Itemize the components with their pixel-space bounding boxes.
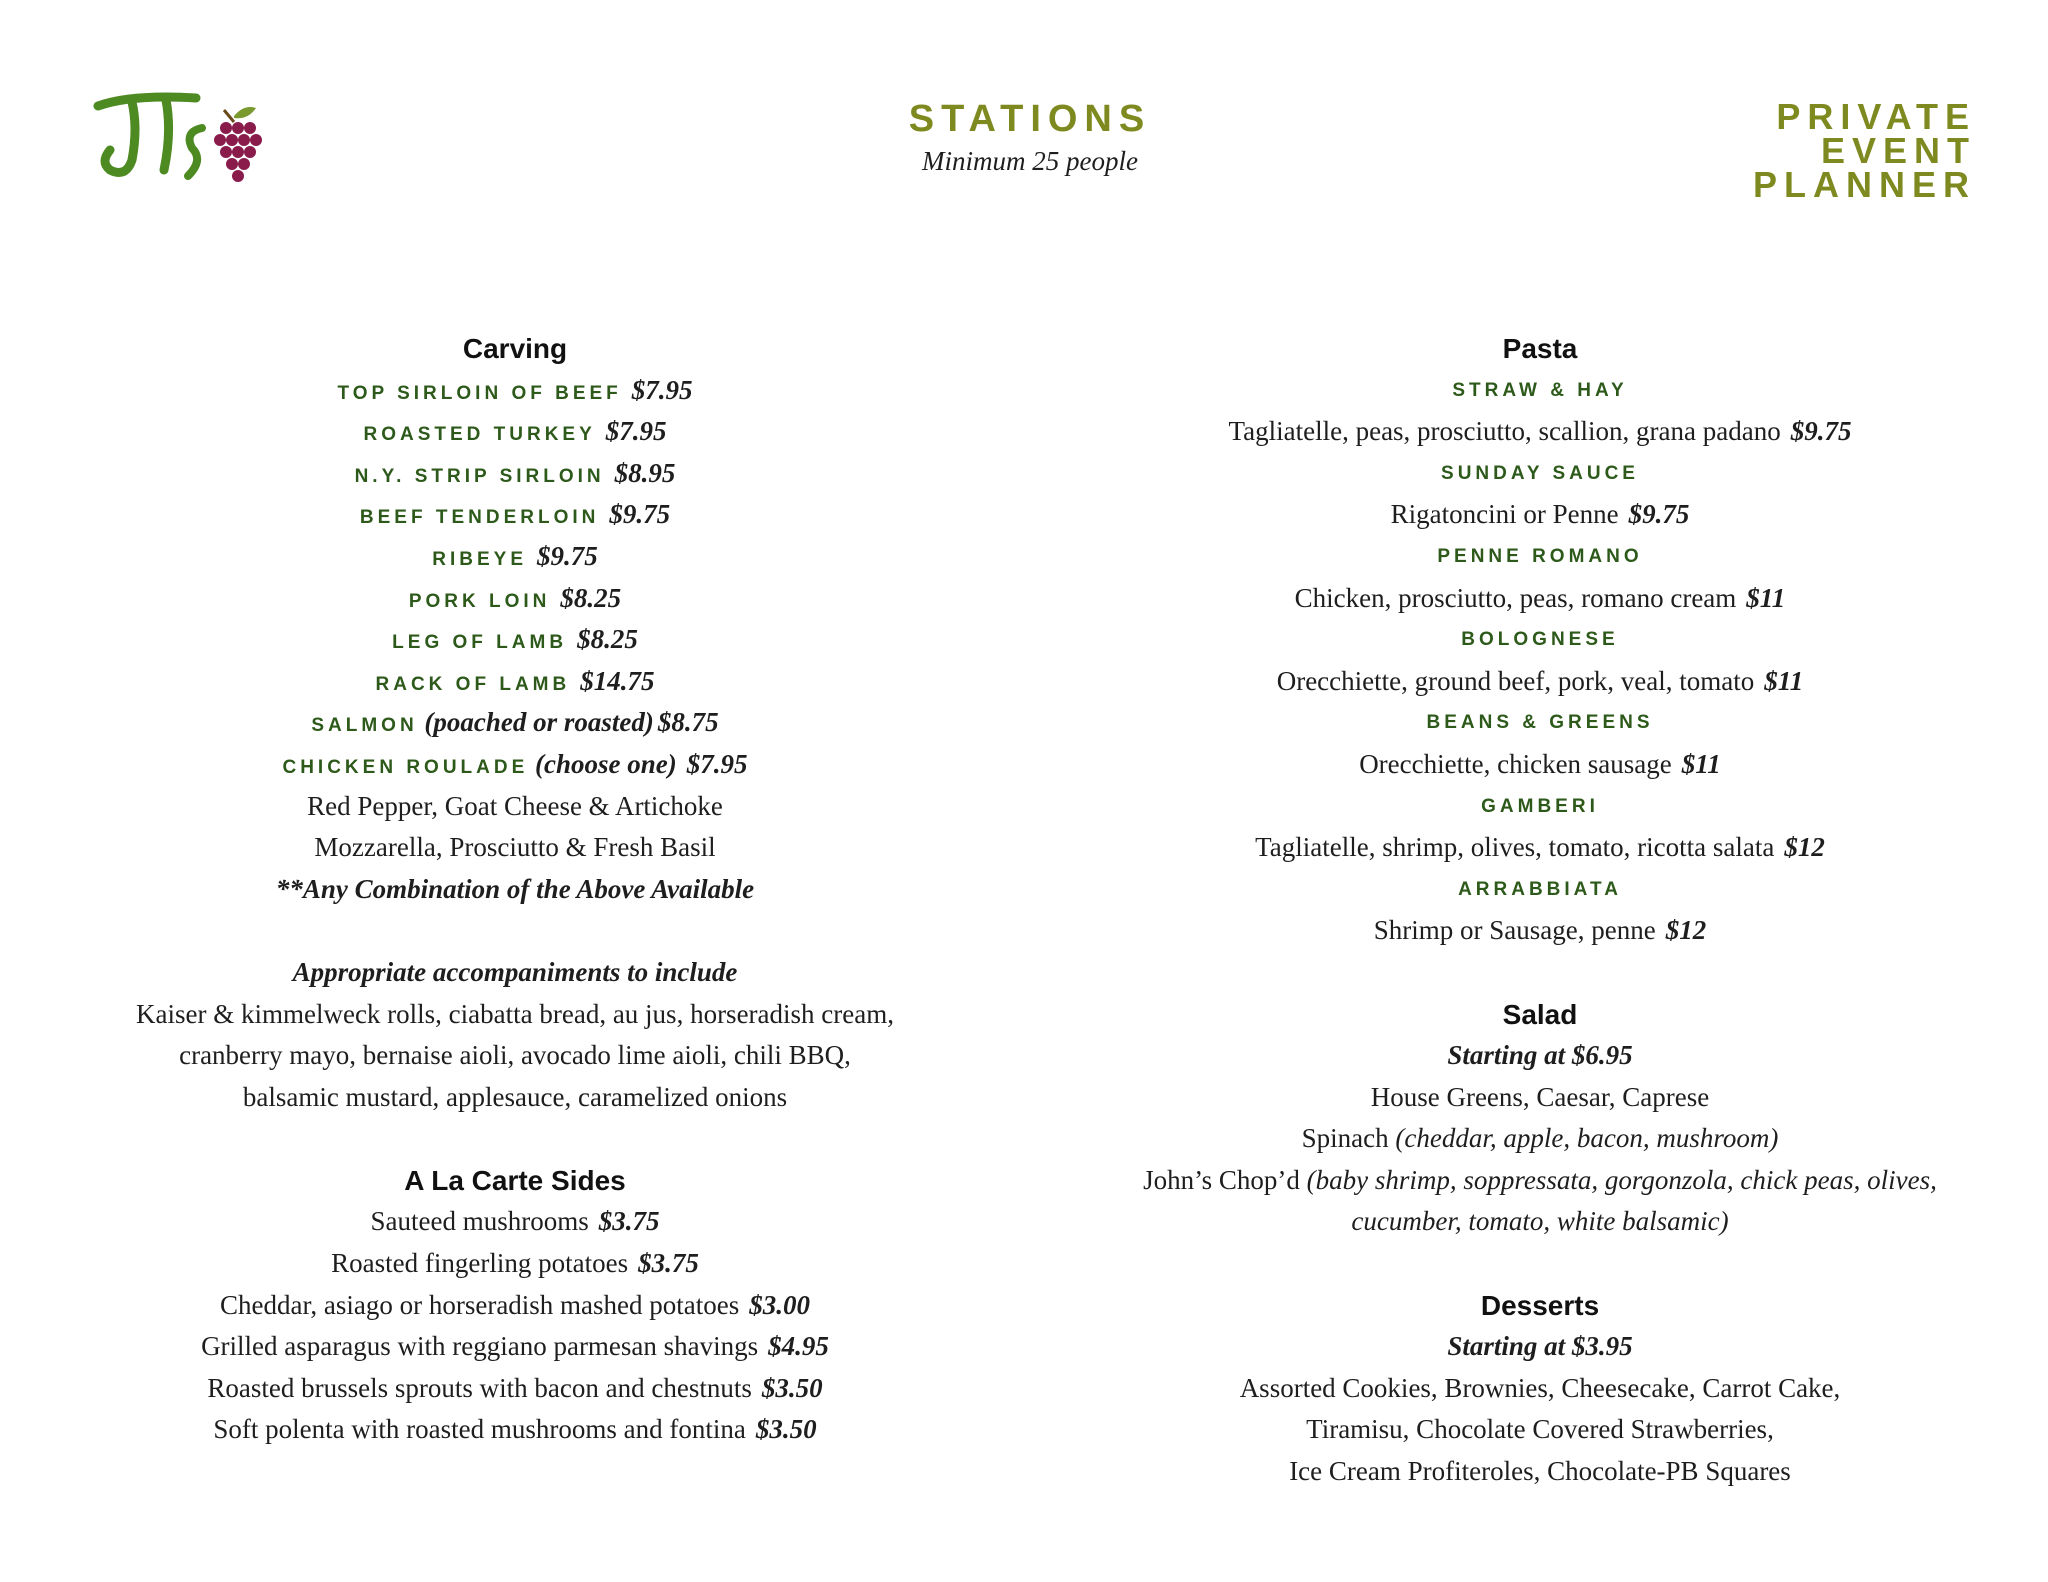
carving-item — [80, 494, 950, 536]
item-price: $9.75 — [1790, 416, 1852, 447]
item-price: $9.75 — [609, 499, 671, 530]
roulade-option: Mozzarella, Prosciutto & Fresh Basil — [314, 832, 716, 863]
page-title: STATIONS — [908, 98, 1152, 140]
item-price: $3.75 — [638, 1248, 699, 1279]
header-center — [820, 96, 1240, 177]
item-price: $4.95 — [768, 1331, 829, 1362]
item-name: TOP SIRLOIN OF BEEF — [337, 382, 622, 404]
item-name: Cheddar, asiago or horseradish mashed potatoes — [219, 1289, 740, 1320]
item-note: (poached or roasted) — [424, 707, 654, 738]
item-price: $7.95 — [686, 748, 748, 779]
accompaniments-line: balsamic mustard, applesauce, caramelized onions — [242, 1081, 788, 1112]
item-name: RIBEYE — [432, 548, 527, 570]
item-price: $7.95 — [631, 374, 693, 405]
item-name: SALMON — [311, 715, 418, 737]
accompaniments-heading: Appropriate accompaniments to include — [292, 956, 738, 987]
roulade-option: Red Pepper, Goat Cheese & Artichoke — [307, 790, 723, 821]
item-name: CHICKEN ROULADE — [282, 756, 529, 778]
salad-line: House Greens, Caesar, Caprese — [1370, 1081, 1710, 1112]
item-desc: Rigatoncini or Penne — [1390, 499, 1619, 530]
item-desc: Orecchiette, chicken sausage — [1359, 748, 1672, 779]
side-item — [80, 1243, 950, 1285]
item-price: $9.75 — [537, 540, 598, 571]
sides-heading: A La Carte Sides — [404, 1164, 626, 1196]
item-price: $8.95 — [614, 457, 676, 488]
spacer — [1100, 952, 1980, 994]
item-price: $12 — [1665, 915, 1707, 946]
item-price: $12 — [1784, 832, 1825, 863]
item-desc: Orecchiette, ground beef, pork, veal, tomato — [1276, 665, 1755, 696]
item-name: BEEF TENDERLOIN — [359, 507, 600, 529]
pasta-item-name: BEANS & GREENS — [1426, 712, 1654, 734]
item-price: $8.25 — [577, 624, 638, 655]
item-name: Roasted brussels sprouts with bacon and chestnuts — [207, 1372, 752, 1403]
salad-chopd — [1100, 1160, 1980, 1202]
item-desc: Tagliatelle, shrimp, olives, tomato, ricotta salata — [1255, 832, 1775, 863]
item-price: $3.00 — [749, 1289, 811, 1320]
pasta-item-desc — [1100, 661, 1980, 703]
item-price: $3.50 — [761, 1372, 823, 1403]
pasta-item-desc — [1100, 578, 1980, 620]
item-name: LEG OF LAMB — [392, 632, 568, 654]
item-name: Sauteed mushrooms — [370, 1206, 589, 1237]
grape-icon — [92, 88, 274, 194]
right-column — [1100, 328, 1980, 1493]
carving-item — [80, 578, 950, 620]
item-name: Grilled asparagus with reggiano parmesan shavings — [201, 1331, 759, 1362]
pasta-item-desc — [1100, 494, 1980, 536]
salad-note-cont: cucumber, tomato, white balsamic) — [1351, 1206, 1729, 1237]
pasta-item-name: GAMBERI — [1481, 795, 1599, 817]
planner-line: PLANNER — [1752, 164, 1976, 205]
item-price: $11 — [1746, 582, 1786, 613]
carving-item-roulade — [80, 744, 950, 786]
item-price: $7.95 — [605, 416, 667, 447]
pasta-item-desc — [1100, 910, 1980, 952]
desserts-line: Ice Cream Profiteroles, Chocolate-PB Squares — [1289, 1456, 1791, 1487]
pasta-item-name: STRAW & HAY — [1452, 379, 1628, 401]
salad-heading: Salad — [1502, 998, 1578, 1030]
desserts-line: Assorted Cookies, Brownies, Cheesecake, Carrot Cake, — [1239, 1372, 1841, 1403]
side-item — [80, 1201, 950, 1243]
salad-spinach — [1100, 1118, 1980, 1160]
pasta-item-desc — [1100, 744, 1980, 786]
pasta-item-name: ARRABBIATA — [1458, 878, 1622, 900]
item-price: $14.75 — [580, 665, 655, 696]
item-price: $3.50 — [755, 1414, 817, 1445]
spacer — [1100, 1243, 1980, 1285]
salad-note: (cheddar, apple, bacon, mushroom) — [1395, 1123, 1779, 1154]
planner-line: EVENT — [1820, 130, 1976, 171]
pasta-item-name: BOLOGNESE — [1461, 629, 1619, 651]
side-item — [80, 1368, 950, 1410]
carving-heading: Carving — [462, 333, 568, 364]
pasta-item-name: PENNE ROMANO — [1437, 545, 1643, 567]
desserts-heading: Desserts — [1480, 1289, 1600, 1321]
pasta-item-name: SUNDAY SAUCE — [1441, 462, 1639, 484]
item-price: $11 — [1681, 748, 1721, 779]
spacer — [80, 1118, 950, 1160]
item-name: N.Y. STRIP SIRLOIN — [354, 465, 605, 487]
salad-starting-price: Starting at $6.95 — [1447, 1040, 1633, 1071]
desserts-starting-price: Starting at $3.95 — [1447, 1331, 1633, 1362]
planner-title — [1752, 96, 1976, 205]
carving-item — [80, 661, 950, 703]
logo — [92, 88, 274, 194]
carving-item-salmon — [80, 702, 950, 744]
salad-name: John’s Chop’d — [1143, 1164, 1300, 1195]
carving-item — [80, 536, 950, 578]
pasta-item-desc — [1100, 411, 1980, 453]
page-subtitle: Minimum 25 people — [922, 146, 1138, 176]
item-price: $11 — [1764, 665, 1804, 696]
carving-item — [80, 619, 950, 661]
item-name: RACK OF LAMB — [375, 673, 571, 695]
planner-line: PRIVATE — [1776, 96, 1976, 137]
carving-item — [80, 411, 950, 453]
item-price: $3.75 — [598, 1206, 660, 1237]
pasta-item-desc — [1100, 827, 1980, 869]
item-name: Soft polenta with roasted mushrooms and fontina — [213, 1414, 746, 1445]
item-price: $8.75 — [657, 707, 719, 738]
item-desc: Chicken, prosciutto, peas, romano cream — [1294, 582, 1737, 613]
side-item — [80, 1326, 950, 1368]
item-note: (choose one) — [535, 748, 677, 779]
item-name: ROASTED TURKEY — [363, 424, 596, 446]
accompaniments-line: cranberry mayo, bernaise aioli, avocado lime aioli, chili BBQ, — [179, 1040, 851, 1071]
pasta-heading: Pasta — [1502, 333, 1578, 364]
combination-note: **Any Combination of the Above Available — [275, 873, 755, 904]
spacer — [80, 910, 950, 952]
item-name: PORK LOIN — [408, 590, 551, 612]
item-price: $9.75 — [1628, 499, 1690, 530]
salad-note: (baby shrimp, soppressata, gorgonzola, chick peas, olives, — [1306, 1164, 1937, 1195]
item-desc: Shrimp or Sausage, penne — [1373, 915, 1656, 946]
left-column — [80, 328, 950, 1451]
salad-name: Spinach — [1301, 1123, 1389, 1154]
side-item — [80, 1409, 950, 1451]
carving-item — [80, 370, 950, 412]
side-item — [80, 1285, 950, 1327]
item-desc: Tagliatelle, peas, prosciutto, scallion, grana padano — [1228, 416, 1781, 447]
accompaniments-line: Kaiser & kimmelweck rolls, ciabatta bread, au jus, horseradish cream, — [136, 998, 894, 1029]
item-price: $8.25 — [560, 582, 622, 613]
desserts-line: Tiramisu, Chocolate Covered Strawberries, — [1306, 1414, 1774, 1445]
item-name: Roasted fingerling potatoes — [331, 1248, 629, 1279]
carving-item — [80, 453, 950, 495]
